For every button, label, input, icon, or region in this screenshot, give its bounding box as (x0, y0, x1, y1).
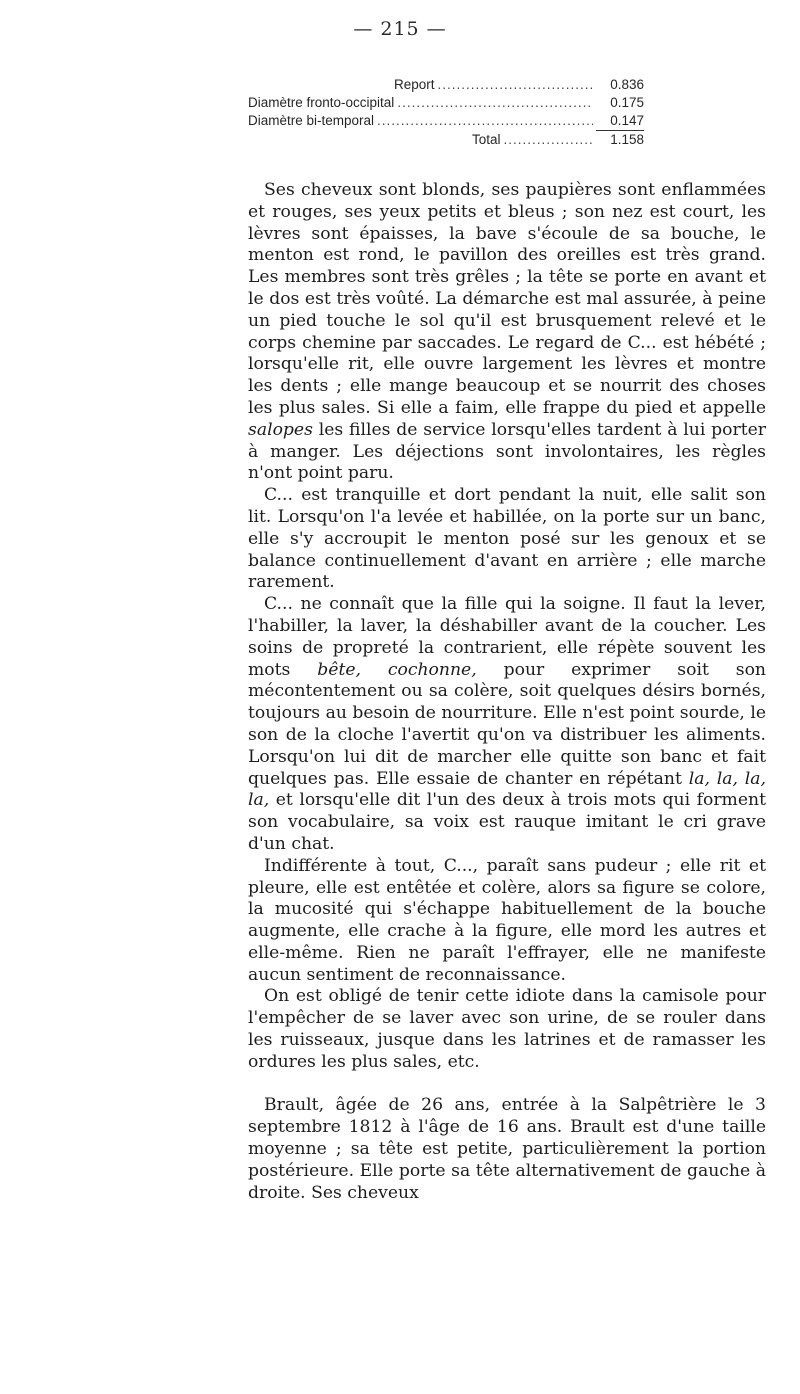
dot-leader (377, 112, 593, 130)
page-number: — 215 — (353, 18, 447, 40)
measurement-label: Diamètre fronto-occipital (248, 95, 395, 110)
emphasis-text: bête, cochonne, (317, 659, 477, 680)
measurement-row-total (248, 130, 644, 148)
measurements-table (248, 76, 644, 148)
dot-leader (438, 76, 593, 94)
measurement-row-report (248, 76, 644, 94)
emphasis-text: salopes (248, 419, 313, 440)
measurement-value: 1.158 (596, 130, 644, 148)
paragraph: Indifférente à tout, C..., paraît sans pudeur ; elle rit et pleure, elle est entêtée et colère, alors sa figure se colore, la mucosité qui s'échappe habituellement de la bouche augmente, elle crache à la figure, elle mord les autres et elle-même. Rien ne paraît l'effrayer, elle ne manifeste aucun sentiment de reconnaissance. (248, 855, 766, 985)
measurement-row (248, 94, 644, 112)
measurement-value: 0.175 (610, 95, 644, 110)
body-text (248, 180, 766, 1204)
paragraph (248, 594, 766, 856)
measurement-value: 0.836 (610, 77, 644, 92)
paragraph-text: Ses cheveux sont blonds, ses paupières sont enflammées et rouges, ses yeux petits et bleus ; son nez est court, les lèvres sont épaisses, la bave s'écoule de sa bouche, le menton est rond, le pavillon des oreilles est très grand. Les membres sont très grêles ; la tête se porte en avant et le dos est très voûté. La démarche est mal assurée, à peine un pied touche le sol qu'il est brusquement relevé et le corps chemine par saccades. Le regard de C... est hébété ; lorsqu'elle rit, elle ouvre largement les lèvres et montre les dents ; elle mange beaucoup et se nourrit des choses les plus sales. Si elle a faim, elle frappe du pied et appelle (248, 180, 766, 418)
measurement-row (248, 112, 644, 130)
paragraph-text: C... ne connaît que la fille qui la soigne. Il faut la lever, l'habiller, la laver, la déshabiller avant de la coucher. Les soins de propreté la contrarient, elle répète souvent les mots (248, 594, 766, 680)
paragraph-text: les filles de service lorsqu'elles tardent à lui porter à manger. Les déjections sont involontaires, les règles n'ont point paru. (248, 419, 767, 484)
emphasis-text: la, la, la, la, (248, 768, 766, 811)
measurement-label: Diamètre bi-temporal (248, 113, 375, 128)
paragraph (248, 180, 766, 485)
dot-leader (397, 94, 593, 112)
paragraph: Brault, âgée de 26 ans, entrée à la Salpêtrière le 3 septembre 1812 à l'âge de 16 ans. Brault est d'une taille moyenne ; sa tête est petite, particulièrement la portion postérieure. Elle porte sa tête alternativement de gauche à droite. Ses cheveux (248, 1095, 766, 1203)
measurement-label: Report (394, 77, 435, 92)
paragraph-text: pour exprimer soit son mécontentement ou sa colère, soit quelques désirs bornés, toujours au besoin de nourriture. Elle n'est point sourde, le son de la cloche l'avertit qu'on va distribuer les aliments. Lorsqu'on lui dit de marcher elle quitte son banc et fait quelques pas. Elle essaie de chanter en répétant (248, 659, 766, 789)
paragraph: C... est tranquille et dort pendant la nuit, elle salit son lit. Lorsqu'on l'a levée et habillée, on la porte sur un banc, elle s'y accroupit le menton posé sur les genoux et se balance continuellement d'avant en arrière ; elle marche rarement. (248, 485, 766, 593)
dot-leader (504, 131, 593, 149)
measurement-value: 0.147 (610, 113, 644, 128)
paragraph: On est obligé de tenir cette idiote dans la camisole pour l'empêcher de se laver avec son urine, de se rouler dans les ruisseaux, jusque dans les latrines et de ramasser les ordures les plus sales, etc. (248, 986, 766, 1072)
paragraph-text: et lorsqu'elle dit l'un des deux à trois mots qui forment son vocabulaire, sa voix est rauque imitant le cri grave d'un chat. (248, 790, 766, 854)
measurement-label: Total (472, 132, 501, 147)
